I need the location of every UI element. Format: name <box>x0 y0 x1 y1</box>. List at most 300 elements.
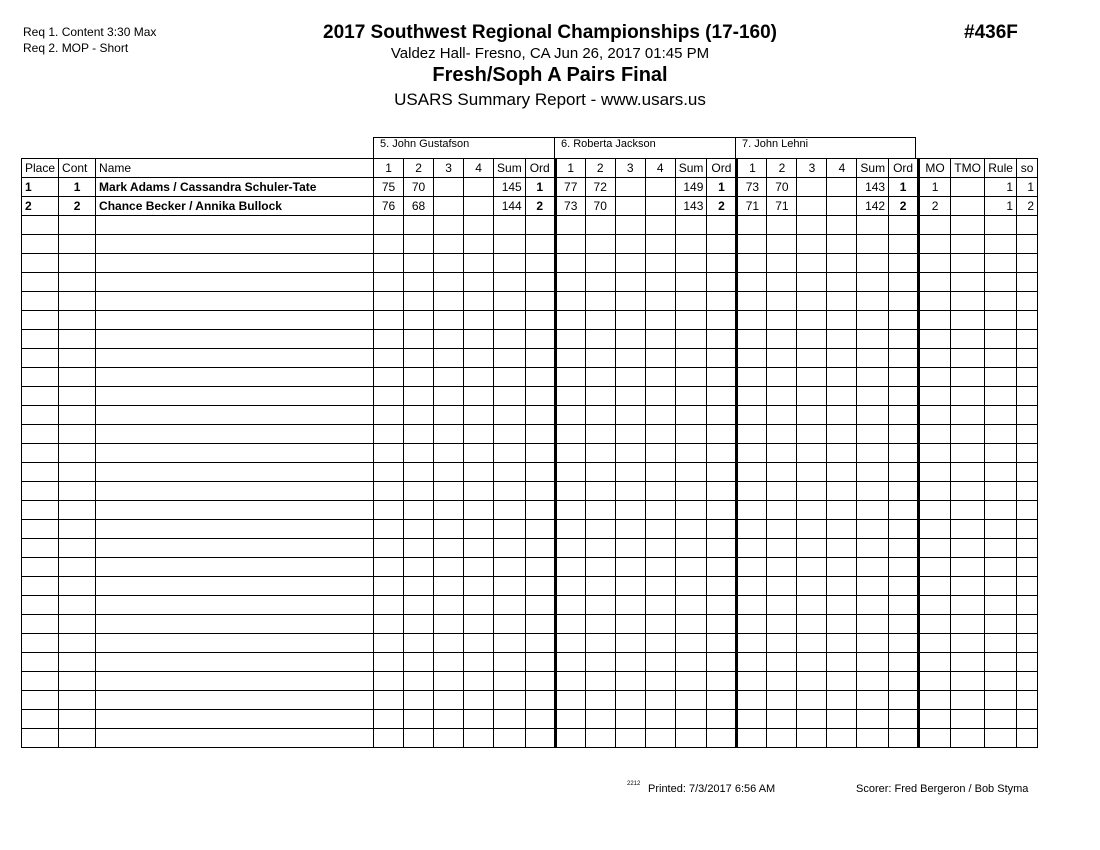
so-cell: 1 <box>1017 178 1038 197</box>
judge-1-score-3-cell <box>434 482 464 501</box>
judge-1-score-2-cell <box>404 444 434 463</box>
judge-3-ordinal-cell <box>889 292 919 311</box>
skater-name-cell <box>96 672 374 691</box>
judge-2-sum-cell <box>675 387 707 406</box>
judge-3-score-4-cell <box>827 482 857 501</box>
judge-2-score-2-cell <box>585 482 615 501</box>
judge-3-score-3-cell <box>797 634 827 653</box>
judge-2-ordinal-cell <box>707 292 737 311</box>
judge-2-score-3-cell <box>615 216 645 235</box>
judge-3-score-4-cell <box>827 235 857 254</box>
rule-cell <box>985 330 1017 349</box>
judge-2-ordinal-cell <box>707 501 737 520</box>
judge-1-score-3-cell <box>434 406 464 425</box>
judge-1-score-2-cell <box>404 710 434 729</box>
judge-2-score-4-cell <box>645 292 675 311</box>
judge-2-sum-cell <box>675 311 707 330</box>
place-cell <box>22 691 59 710</box>
judge-3-sum-cell <box>857 653 889 672</box>
judge-2-score-2-cell <box>585 596 615 615</box>
judge-2-ordinal-cell <box>707 349 737 368</box>
judge-2-sum-cell <box>675 406 707 425</box>
judge-2-sum-cell <box>675 710 707 729</box>
table-row <box>22 349 1038 368</box>
table-row <box>22 653 1038 672</box>
judge-2-score-4-cell <box>645 653 675 672</box>
judge-2-score-4-cell <box>645 235 675 254</box>
judge-3-score-3-cell <box>797 558 827 577</box>
rule-cell <box>985 520 1017 539</box>
judge-2-sum-cell <box>675 482 707 501</box>
judge-3-score-4-cell <box>827 254 857 273</box>
judge-2-score-2-cell <box>585 463 615 482</box>
cont-cell <box>59 729 96 748</box>
judge-1-score-3-cell <box>434 539 464 558</box>
skater-name-cell <box>96 216 374 235</box>
judge-3-ordinal-cell: 1 <box>889 178 919 197</box>
cont-cell <box>59 254 96 273</box>
mo-cell <box>919 634 951 653</box>
judge-3-ordinal-cell <box>889 653 919 672</box>
skater-name-cell: Chance Becker / Annika Bullock <box>96 197 374 216</box>
place-cell <box>22 406 59 425</box>
rule-cell <box>985 577 1017 596</box>
judge-3-sum-cell <box>857 292 889 311</box>
judge-1-score-1-cell <box>374 311 404 330</box>
skater-name-cell <box>96 501 374 520</box>
judge-1-ordinal-cell <box>525 349 555 368</box>
mo-cell <box>919 387 951 406</box>
judge-2-score-1-cell <box>555 216 585 235</box>
cont-cell <box>59 615 96 634</box>
judge-3-score-2-cell <box>767 596 797 615</box>
judge-3-score-1-cell <box>737 330 767 349</box>
judge-3-score-2-cell <box>767 406 797 425</box>
tmo-cell <box>951 425 985 444</box>
so-cell: 2 <box>1017 197 1038 216</box>
judge-2-score-3-cell <box>615 672 645 691</box>
judge-2-score-1-cell <box>555 577 585 596</box>
judge-3-sum-cell <box>857 425 889 444</box>
skater-name-cell <box>96 330 374 349</box>
judge-2-score-1-cell <box>555 349 585 368</box>
judge-2-score-2-cell <box>585 311 615 330</box>
judge-2-score-3-cell <box>615 710 645 729</box>
judge-2-ordinal-cell <box>707 406 737 425</box>
tmo-cell <box>951 672 985 691</box>
skater-name-cell <box>96 406 374 425</box>
judge-3-score-1-cell <box>737 406 767 425</box>
judge-2-ordinal-cell <box>707 577 737 596</box>
judge-2-ordinal-cell: 1 <box>707 178 737 197</box>
judge-3-score-1-cell <box>737 273 767 292</box>
judge-1-ordinal-cell <box>525 254 555 273</box>
judge-3-score-4-cell <box>827 292 857 311</box>
skater-name-cell <box>96 292 374 311</box>
judge-1-ordinal-cell: 1 <box>525 178 555 197</box>
header-j3-3: 3 <box>797 159 827 178</box>
rule-cell <box>985 463 1017 482</box>
tmo-cell <box>951 558 985 577</box>
judge-3-sum-cell <box>857 710 889 729</box>
judge-3-sum-cell <box>857 691 889 710</box>
judge-3-ordinal-cell <box>889 558 919 577</box>
judge-3-score-2-cell <box>767 292 797 311</box>
mo-cell: 1 <box>919 178 951 197</box>
tmo-cell <box>951 482 985 501</box>
cont-cell <box>59 273 96 292</box>
judge-3-score-3-cell <box>797 444 827 463</box>
judge-3-score-2-cell: 71 <box>767 197 797 216</box>
judge-2-ordinal-cell <box>707 425 737 444</box>
judge-3-score-4-cell <box>827 634 857 653</box>
skater-name-cell <box>96 368 374 387</box>
judge-1-sum-cell <box>494 273 526 292</box>
judge-2-score-3-cell <box>615 425 645 444</box>
judge-1-score-1-cell <box>374 216 404 235</box>
judge-1-sum-cell <box>494 330 526 349</box>
judge-1-score-3-cell <box>434 254 464 273</box>
place-cell <box>22 216 59 235</box>
judge-1-score-3-cell <box>434 425 464 444</box>
judge-1-ordinal-cell <box>525 615 555 634</box>
judge-1-score-4-cell <box>464 254 494 273</box>
judge-1-score-4-cell <box>464 330 494 349</box>
judge-2-sum-cell: 143 <box>675 197 707 216</box>
judge-1-sum-cell <box>494 425 526 444</box>
judge-2-score-4-cell <box>645 672 675 691</box>
judge-1-score-4-cell <box>464 197 494 216</box>
judge-3-score-2-cell <box>767 311 797 330</box>
judge-3-ordinal-cell <box>889 349 919 368</box>
judge-2-score-4-cell <box>645 520 675 539</box>
judge-2-ordinal-cell <box>707 444 737 463</box>
judge-3-score-3-cell <box>797 235 827 254</box>
judge-1-score-1-cell <box>374 406 404 425</box>
judge-3-score-1-cell <box>737 368 767 387</box>
judge-3-score-2-cell <box>767 615 797 634</box>
tmo-cell <box>951 615 985 634</box>
header-j3-4: 4 <box>827 159 857 178</box>
judge-1-ordinal-cell <box>525 558 555 577</box>
requirement-2: Req 2. MOP - Short <box>23 41 129 55</box>
cont-cell <box>59 216 96 235</box>
judge-1-ordinal-cell <box>525 311 555 330</box>
judge-1-score-2-cell <box>404 463 434 482</box>
so-cell <box>1017 387 1038 406</box>
judge-2-sum-cell <box>675 596 707 615</box>
mo-cell <box>919 539 951 558</box>
judge-2-score-1-cell <box>555 520 585 539</box>
judge-1-score-2-cell <box>404 330 434 349</box>
judge-1-score-3-cell <box>434 634 464 653</box>
judge-1-score-4-cell <box>464 672 494 691</box>
skater-name-cell <box>96 729 374 748</box>
tmo-cell <box>951 539 985 558</box>
judge-3-score-4-cell <box>827 349 857 368</box>
judge-2-score-3-cell <box>615 482 645 501</box>
tmo-cell <box>951 349 985 368</box>
judge-1-score-2-cell <box>404 425 434 444</box>
judge-2-score-2-cell <box>585 729 615 748</box>
judge-1-score-4-cell <box>464 311 494 330</box>
judge-1-score-3-cell <box>434 311 464 330</box>
judge-1-score-1-cell <box>374 710 404 729</box>
report-code: 2212 <box>627 781 641 787</box>
judge-1-score-2-cell <box>404 311 434 330</box>
judge-3-score-1-cell <box>737 235 767 254</box>
judge-1-score-3-cell <box>434 178 464 197</box>
judge-header-end <box>915 137 916 158</box>
skater-name-cell <box>96 425 374 444</box>
mo-cell <box>919 520 951 539</box>
table-row <box>22 710 1038 729</box>
judge-3-score-4-cell <box>827 615 857 634</box>
judge-2-sum-cell <box>675 691 707 710</box>
judge-2-score-3-cell <box>615 311 645 330</box>
skater-name-cell <box>96 596 374 615</box>
skater-name-cell <box>96 615 374 634</box>
judge-1-sum-cell <box>494 558 526 577</box>
judge-3-score-2-cell <box>767 387 797 406</box>
judge-1-sum-cell <box>494 672 526 691</box>
so-cell <box>1017 501 1038 520</box>
skater-name-cell <box>96 463 374 482</box>
judge-2-score-2-cell <box>585 558 615 577</box>
judge-2-score-1-cell <box>555 558 585 577</box>
tmo-cell <box>951 330 985 349</box>
judge-1-score-3-cell <box>434 501 464 520</box>
judge-2-score-4-cell <box>645 634 675 653</box>
header-place: Place <box>22 159 59 178</box>
event-number: #436F <box>964 22 1018 43</box>
judge-3-score-1-cell <box>737 596 767 615</box>
judge-3-score-3-cell <box>797 520 827 539</box>
place-cell <box>22 273 59 292</box>
judge-1-score-3-cell <box>434 615 464 634</box>
judge-1-sum-cell <box>494 311 526 330</box>
rule-cell <box>985 653 1017 672</box>
judge-2-score-3-cell <box>615 691 645 710</box>
place-cell <box>22 482 59 501</box>
skater-name-cell <box>96 577 374 596</box>
judge-1-score-3-cell <box>434 273 464 292</box>
judge-1-score-3-cell <box>434 729 464 748</box>
judge-3-sum-cell <box>857 596 889 615</box>
table-row <box>22 311 1038 330</box>
judge-1-score-1-cell <box>374 330 404 349</box>
judge-2-sum-cell <box>675 273 707 292</box>
place-cell <box>22 558 59 577</box>
tmo-cell <box>951 729 985 748</box>
judge-3-score-2-cell <box>767 235 797 254</box>
judge-3-score-4-cell <box>827 653 857 672</box>
judge-2-ordinal-cell: 2 <box>707 197 737 216</box>
table-row <box>22 634 1038 653</box>
judge-1-score-4-cell <box>464 729 494 748</box>
judge-3-score-4-cell <box>827 178 857 197</box>
judge-2-sum-cell <box>675 368 707 387</box>
tmo-cell <box>951 235 985 254</box>
tmo-cell <box>951 596 985 615</box>
judge-3-ordinal-cell <box>889 615 919 634</box>
judge-2-ordinal-cell <box>707 539 737 558</box>
judge-1-score-4-cell <box>464 425 494 444</box>
judge-1-score-2-cell <box>404 482 434 501</box>
mo-cell <box>919 463 951 482</box>
judge-2-score-3-cell <box>615 558 645 577</box>
cont-cell <box>59 463 96 482</box>
judge-3-score-3-cell <box>797 349 827 368</box>
judge-2-sum-cell <box>675 425 707 444</box>
judge-3-score-3-cell <box>797 463 827 482</box>
judge-2-score-1-cell <box>555 254 585 273</box>
judge-3-score-3-cell <box>797 653 827 672</box>
judge-3-ordinal-cell <box>889 330 919 349</box>
judge-1-score-1-cell <box>374 672 404 691</box>
judge-1-score-1-cell <box>374 596 404 615</box>
judge-1-sum-cell <box>494 387 526 406</box>
rule-cell <box>985 406 1017 425</box>
judge-1-score-3-cell <box>434 558 464 577</box>
rule-cell <box>985 539 1017 558</box>
skater-name-cell <box>96 653 374 672</box>
judge-1-score-4-cell <box>464 273 494 292</box>
tmo-cell <box>951 501 985 520</box>
judge-3-ordinal-cell <box>889 482 919 501</box>
skater-name-cell <box>96 254 374 273</box>
judge-3-score-1-cell <box>737 425 767 444</box>
mo-cell <box>919 577 951 596</box>
rule-cell <box>985 349 1017 368</box>
header-j1-3: 3 <box>434 159 464 178</box>
skater-name-cell: Mark Adams / Cassandra Schuler-Tate <box>96 178 374 197</box>
judge-1-sum-cell <box>494 292 526 311</box>
place-cell <box>22 539 59 558</box>
judge-3-score-4-cell <box>827 691 857 710</box>
header-j2-2: 2 <box>585 159 615 178</box>
cont-cell <box>59 577 96 596</box>
judge-3-score-2-cell <box>767 425 797 444</box>
judge-1-sum-cell: 144 <box>494 197 526 216</box>
judge-2-ordinal-cell <box>707 596 737 615</box>
judge-3-ordinal-cell <box>889 444 919 463</box>
judge-1-score-2-cell <box>404 235 434 254</box>
judge-2-sum-cell <box>675 349 707 368</box>
judge-1-score-2-cell <box>404 406 434 425</box>
judge-3-score-2-cell <box>767 444 797 463</box>
mo-cell <box>919 729 951 748</box>
judge-3-score-2-cell <box>767 634 797 653</box>
judge-2-score-1-cell <box>555 387 585 406</box>
judge-3-score-1-cell <box>737 387 767 406</box>
mo-cell <box>919 691 951 710</box>
table-row <box>22 425 1038 444</box>
judge-3-score-4-cell <box>827 520 857 539</box>
judge-1-score-4-cell <box>464 558 494 577</box>
judge-3-score-4-cell <box>827 197 857 216</box>
tmo-cell <box>951 292 985 311</box>
judge-1-ordinal-cell <box>525 596 555 615</box>
judge-1-sum-cell <box>494 520 526 539</box>
judge-1-score-2-cell <box>404 691 434 710</box>
judge-1-score-4-cell <box>464 292 494 311</box>
judge-3-score-2-cell <box>767 672 797 691</box>
judge-3-sum-cell <box>857 368 889 387</box>
judge-2-score-2-cell <box>585 235 615 254</box>
judge-1-score-1-cell <box>374 254 404 273</box>
judge-1-ordinal-cell <box>525 406 555 425</box>
judge-2-score-2-cell <box>585 349 615 368</box>
judge-2-sum-cell <box>675 558 707 577</box>
header-j1-4: 4 <box>464 159 494 178</box>
judge-2-score-1-cell <box>555 729 585 748</box>
table-row <box>22 501 1038 520</box>
place-cell <box>22 634 59 653</box>
mo-cell <box>919 273 951 292</box>
judge-2-score-4-cell <box>645 254 675 273</box>
judge-1-ordinal-cell <box>525 634 555 653</box>
judge-3-sum-cell <box>857 729 889 748</box>
judge-3-sum-cell <box>857 520 889 539</box>
judge-3-name: 7. John Lehni <box>735 137 916 158</box>
judge-2-score-1-cell <box>555 368 585 387</box>
judge-2-score-1-cell <box>555 539 585 558</box>
rule-cell <box>985 292 1017 311</box>
judge-1-score-1-cell <box>374 653 404 672</box>
judge-1-score-2-cell <box>404 596 434 615</box>
judge-3-score-1-cell <box>737 349 767 368</box>
judge-1-score-3-cell <box>434 387 464 406</box>
cont-cell <box>59 539 96 558</box>
skater-name-cell <box>96 387 374 406</box>
judge-1-score-1-cell <box>374 520 404 539</box>
judge-3-score-3-cell <box>797 330 827 349</box>
judge-1-ordinal-cell <box>525 577 555 596</box>
judge-3-score-1-cell <box>737 577 767 596</box>
judge-3-sum-cell <box>857 254 889 273</box>
judge-3-ordinal-cell <box>889 520 919 539</box>
place-cell <box>22 368 59 387</box>
judge-3-score-3-cell <box>797 368 827 387</box>
judge-1-score-3-cell <box>434 444 464 463</box>
judge-2-score-1-cell <box>555 672 585 691</box>
judge-1-ordinal-cell <box>525 482 555 501</box>
judge-2-sum-cell <box>675 330 707 349</box>
cont-cell <box>59 235 96 254</box>
judge-2-score-3-cell <box>615 235 645 254</box>
judge-1-score-2-cell <box>404 634 434 653</box>
judge-3-sum-cell <box>857 406 889 425</box>
rule-cell <box>985 615 1017 634</box>
mo-cell <box>919 330 951 349</box>
judge-3-score-3-cell <box>797 425 827 444</box>
judge-2-score-4-cell <box>645 349 675 368</box>
judge-1-score-4-cell <box>464 577 494 596</box>
place-cell <box>22 425 59 444</box>
judge-1-score-2-cell <box>404 254 434 273</box>
judge-3-score-1-cell <box>737 520 767 539</box>
rule-cell <box>985 596 1017 615</box>
skater-name-cell <box>96 691 374 710</box>
judge-2-sum-cell <box>675 444 707 463</box>
judge-3-score-4-cell <box>827 710 857 729</box>
rule-cell: 1 <box>985 197 1017 216</box>
cont-cell <box>59 672 96 691</box>
judge-3-score-2-cell <box>767 254 797 273</box>
mo-cell: 2 <box>919 197 951 216</box>
judge-1-score-1-cell <box>374 387 404 406</box>
